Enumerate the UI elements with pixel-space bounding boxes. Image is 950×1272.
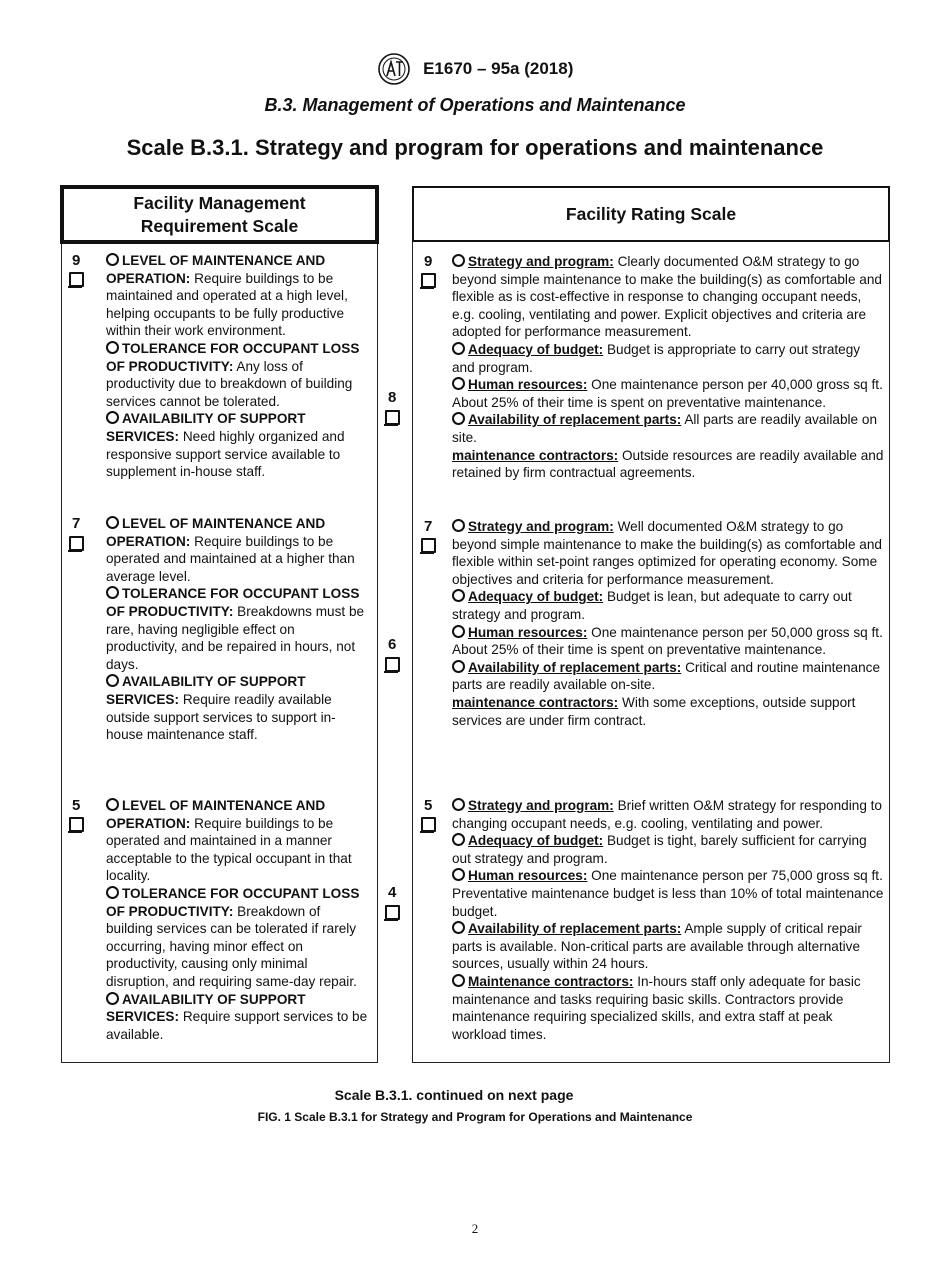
item-label: AVAILABILITY OF SUPPORT SERVICES: [106,411,306,444]
item-label: Strategy and program: [468,519,614,534]
scale-title: Scale B.3.1. Strategy and program for operations and maintenance [126,135,824,160]
rating-item [452,588,884,623]
item-label: Adequacy of budget: [468,341,604,357]
item-label: Availability of replacement parts: [468,412,682,428]
item-text: Outside resources are readily available and retained by firm contractual agreements. [452,447,884,481]
item-text: One maintenance person per 50,000 gross sq ft. About 25% of their time is spent on preventative maintenance. [452,624,883,658]
rating-item [452,694,884,729]
item-text: Any loss of productivity due to breakdown of building services cannot be tolerated. [106,358,353,409]
item-text: Critical and routine maintenance parts are readily available on-site. [452,659,881,693]
rating-item [452,376,884,411]
rating-item [452,832,884,867]
item-label: TOLERANCE FOR OCCUPANT LOSS OF PRODUCTIVITY: [106,885,360,919]
continued-note: Scale B.3.1. continued on next page [334,1087,574,1103]
rating-item [452,624,884,659]
page-number: 2 [471,1221,479,1236]
figure-caption: FIG. 1 Scale B.3.1 for Strategy and Program for Operations and Maintenance [257,1110,693,1124]
level-number: 7 [72,515,81,532]
option-circle-icon[interactable] [452,589,465,602]
rating-item [452,973,884,1043]
option-circle-icon[interactable] [106,253,119,266]
requirement-scale-heading [60,185,379,244]
checkbox-icon[interactable] [421,273,436,288]
item-label: Human resources: [468,624,588,640]
item-label: Availability of replacement parts: [468,659,682,675]
item-text: In-hours staff only adequate for basic maintenance and tasks requiring basic skills. Contractors provide maintenance requiring specialized skills, and extra staff at peak workload times. [452,973,861,1042]
item-label: Human resources: [468,868,588,884]
item-text: One maintenance person per 40,000 gross sq ft. About 25% of their time is spent on preventative maintenance. [452,377,883,410]
option-circle-icon[interactable] [106,992,119,1005]
option-circle-icon[interactable] [106,798,119,811]
item-text: Require support services to be available. [106,1009,368,1042]
requirement-scale-heading-text: Facility Management Requirement Scale [133,192,306,236]
astm-logo [377,52,411,86]
item-text: Breakdowns must be rare, having negligible effect on productivity, and be repaired in hours, not days. [106,603,365,672]
item-label: Adequacy of budget: [468,833,604,849]
item-label: maintenance contractors: [452,694,619,710]
rating-item [452,411,884,446]
level-number: 6 [388,636,397,653]
option-circle-icon[interactable] [106,516,119,529]
option-circle-icon[interactable] [452,921,465,934]
rating-item [452,341,884,376]
checkbox-icon[interactable] [385,657,400,672]
option-circle-icon[interactable] [106,674,119,687]
requirement-item [106,585,368,673]
requirement-item [106,515,368,585]
item-text: Breakdown of building services can be tolerated if rarely occurring, having minor effect on productivity, causing only minimal disruption, and requiring same-day repair. [106,903,357,989]
requirement-item [106,797,368,885]
item-text: Budget is lean, but adequate to carry out strategy and program. [452,589,852,622]
item-label: Availability of replacement parts: [468,921,682,937]
option-circle-icon[interactable] [452,342,465,355]
requirement-item [106,673,368,743]
option-circle-icon[interactable] [452,798,465,811]
requirement-block-5 [106,797,368,1043]
option-circle-icon[interactable] [452,974,465,987]
checkbox-icon[interactable] [385,410,400,425]
item-text: Require buildings to be maintained and operated at a high level, helping occupants to be fully productive within their work environment. [106,270,348,339]
rating-item [452,518,884,588]
requirement-item [106,410,368,480]
checkbox-icon[interactable] [421,817,436,832]
document-header [0,52,950,86]
option-circle-icon[interactable] [106,586,119,599]
item-text: Clearly documented O&M strategy to go beyond simple maintenance to make the building(s) as comfortable and flexible as is cost-effective in response to changing occupant needs, e.g. cooling, ventilating and power. Explicit objectives and criteria are adopted for performance measurement. [452,254,882,340]
rating-block-7 [452,518,884,729]
level-number: 4 [388,884,397,901]
option-circle-icon[interactable] [106,341,119,354]
checkbox-icon[interactable] [69,817,84,832]
rating-scale-heading-text: Facility Rating Scale [565,203,737,224]
requirement-item [106,252,368,340]
item-label: Strategy and program: [468,798,614,813]
level-number: 5 [424,797,433,814]
item-text: Well documented O&M strategy to go beyond simple maintenance to make the building(s) as comfortable and flexible within set-point ranges optimized for operating economy. Some objectives and criteria for performance measurement. [452,519,882,587]
level-number: 7 [424,518,433,535]
option-circle-icon[interactable] [452,660,465,673]
item-text: Require buildings to be operated and maintained at a higher than average level. [106,533,355,584]
item-label: maintenance contractors: [452,447,619,463]
level-number: 8 [388,389,397,406]
option-circle-icon[interactable] [452,625,465,638]
item-text: Budget is tight, barely sufficient for carrying out strategy and program. [452,833,867,866]
item-label: Maintenance contractors: [468,973,634,989]
item-label: AVAILABILITY OF SUPPORT SERVICES: [106,991,306,1025]
requirement-block-9 [106,252,368,481]
rating-item [452,797,884,832]
option-circle-icon[interactable] [452,254,465,267]
requirement-item [106,991,368,1044]
item-text: Ample supply of critical repair parts is available. Non-critical parts are available through alternative sources, usually within 24 hours. [452,921,862,972]
item-text: Budget is appropriate to carry out strategy and program. [452,341,861,375]
option-circle-icon[interactable] [452,868,465,881]
rating-item [452,659,884,694]
level-number: 9 [72,252,81,269]
requirement-item [106,885,368,991]
item-text: With some exceptions, outside support services are under firm contract. [452,694,856,728]
checkbox-icon[interactable] [69,272,84,287]
item-label: LEVEL OF MAINTENANCE AND OPERATION: [106,253,326,286]
item-text: Brief written O&M strategy for responding to changing occupant needs, e.g. cooling, ventilating and power. [452,798,882,831]
level-number: 5 [72,797,81,814]
rating-item [452,920,884,973]
rating-scale-heading [412,186,890,242]
item-text: Require readily available outside support services to support in-house maintenance staff. [106,691,336,743]
item-label: Strategy and program: [468,254,614,269]
standard-designation: E1670 – 95a (2018) [423,59,574,78]
rating-block-5 [452,797,884,1043]
item-text: One maintenance person per 75,000 gross sq ft. Preventative maintenance budget is less than 10% of total maintenance budget. [452,868,884,919]
requirement-block-7 [106,515,368,744]
rating-item [452,253,884,341]
checkbox-icon[interactable] [421,538,436,553]
checkbox-icon[interactable] [385,905,400,920]
item-label: Human resources: [468,377,588,393]
option-circle-icon[interactable] [452,377,465,390]
item-text: Need highly organized and responsive support service available to supplement in-house staff. [106,428,345,480]
option-circle-icon[interactable] [452,519,465,532]
checkbox-icon[interactable] [69,536,84,551]
item-label: TOLERANCE FOR OCCUPANT LOSS OF PRODUCTIVITY: [106,586,360,619]
level-number: 9 [424,253,433,270]
item-label: TOLERANCE FOR OCCUPANT LOSS OF PRODUCTIVITY: [106,340,360,374]
section-title: B.3. Management of Operations and Maintenance [264,95,686,115]
item-text: All parts are readily available on site. [452,412,878,445]
item-label: AVAILABILITY OF SUPPORT SERVICES: [106,674,306,707]
rating-item [452,447,884,482]
requirement-item [106,340,368,410]
item-label: LEVEL OF MAINTENANCE AND OPERATION: [106,798,326,831]
option-circle-icon[interactable] [452,412,465,425]
option-circle-icon[interactable] [106,886,119,899]
item-label: LEVEL OF MAINTENANCE AND OPERATION: [106,516,326,549]
option-circle-icon[interactable] [452,833,465,846]
rating-item [452,867,884,920]
item-text: Require buildings to be operated and maintained in a manner acceptable to the typical occupant in that locality. [106,815,352,884]
rating-block-9 [452,253,884,482]
item-label: Adequacy of budget: [468,589,604,605]
option-circle-icon[interactable] [106,411,119,424]
